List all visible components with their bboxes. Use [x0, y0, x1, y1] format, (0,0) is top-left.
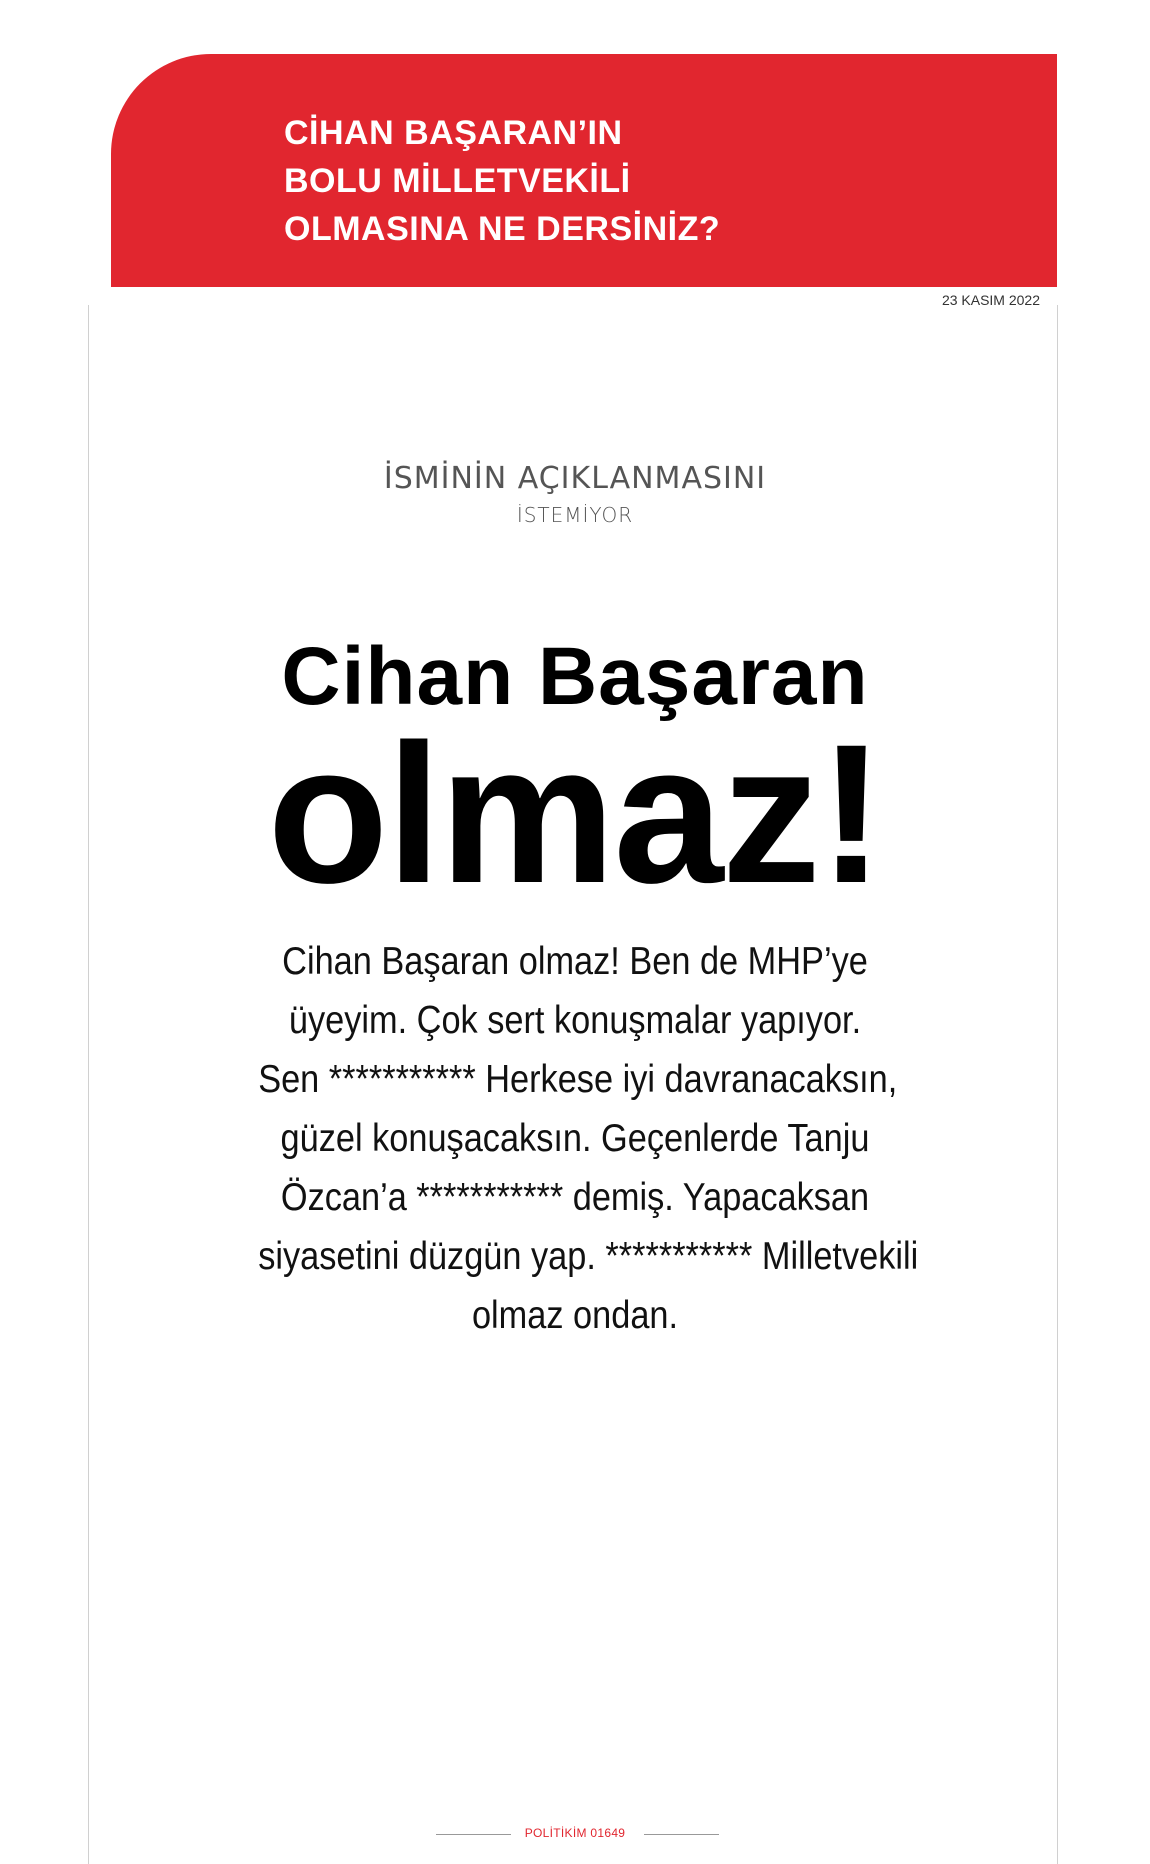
- headline-verdict: olmaz!: [267, 703, 883, 924]
- source-attribution: İSMİNİN AÇIKLANMASINI: [383, 461, 767, 496]
- publish-date: 23 KASIM 2022: [941, 292, 1040, 308]
- header-title-line: OLMASINA NE DERSİNİZ?: [284, 210, 721, 248]
- footer: [0, 1824, 1150, 1844]
- header-title-line: CİHAN BAŞARAN’IN: [284, 114, 623, 152]
- quote-line: Özcan’a *********** demiş. Yapacaksan: [280, 1176, 870, 1219]
- quote-line: olmaz ondan.: [471, 1294, 679, 1337]
- footer-label: POLİTİKİM 01649: [524, 1826, 626, 1840]
- quote-line: güzel konuşacaksın. Geçenlerde Tanju: [280, 1117, 870, 1160]
- header-banner: [111, 54, 1057, 287]
- footer-divider-right: [644, 1834, 719, 1835]
- quote-line: siyasetini düzgün yap. *********** Milletvekili: [258, 1235, 919, 1278]
- header-title-line: BOLU MİLLETVEKİLİ: [284, 162, 631, 200]
- headline-name: Cihan Başaran: [281, 631, 869, 722]
- source-attribution-sub: İSTEMİYOR: [516, 503, 634, 527]
- header-title: [284, 109, 984, 253]
- quote-line: üyeyim. Çok sert konuşmalar yapıyor.: [288, 999, 862, 1042]
- quote-text: [258, 932, 919, 1345]
- quote-line: Sen *********** Herkese iyi davranacaksın,: [258, 1058, 898, 1101]
- quote-line: Cihan Başaran olmaz! Ben de MHP’ye: [282, 940, 868, 983]
